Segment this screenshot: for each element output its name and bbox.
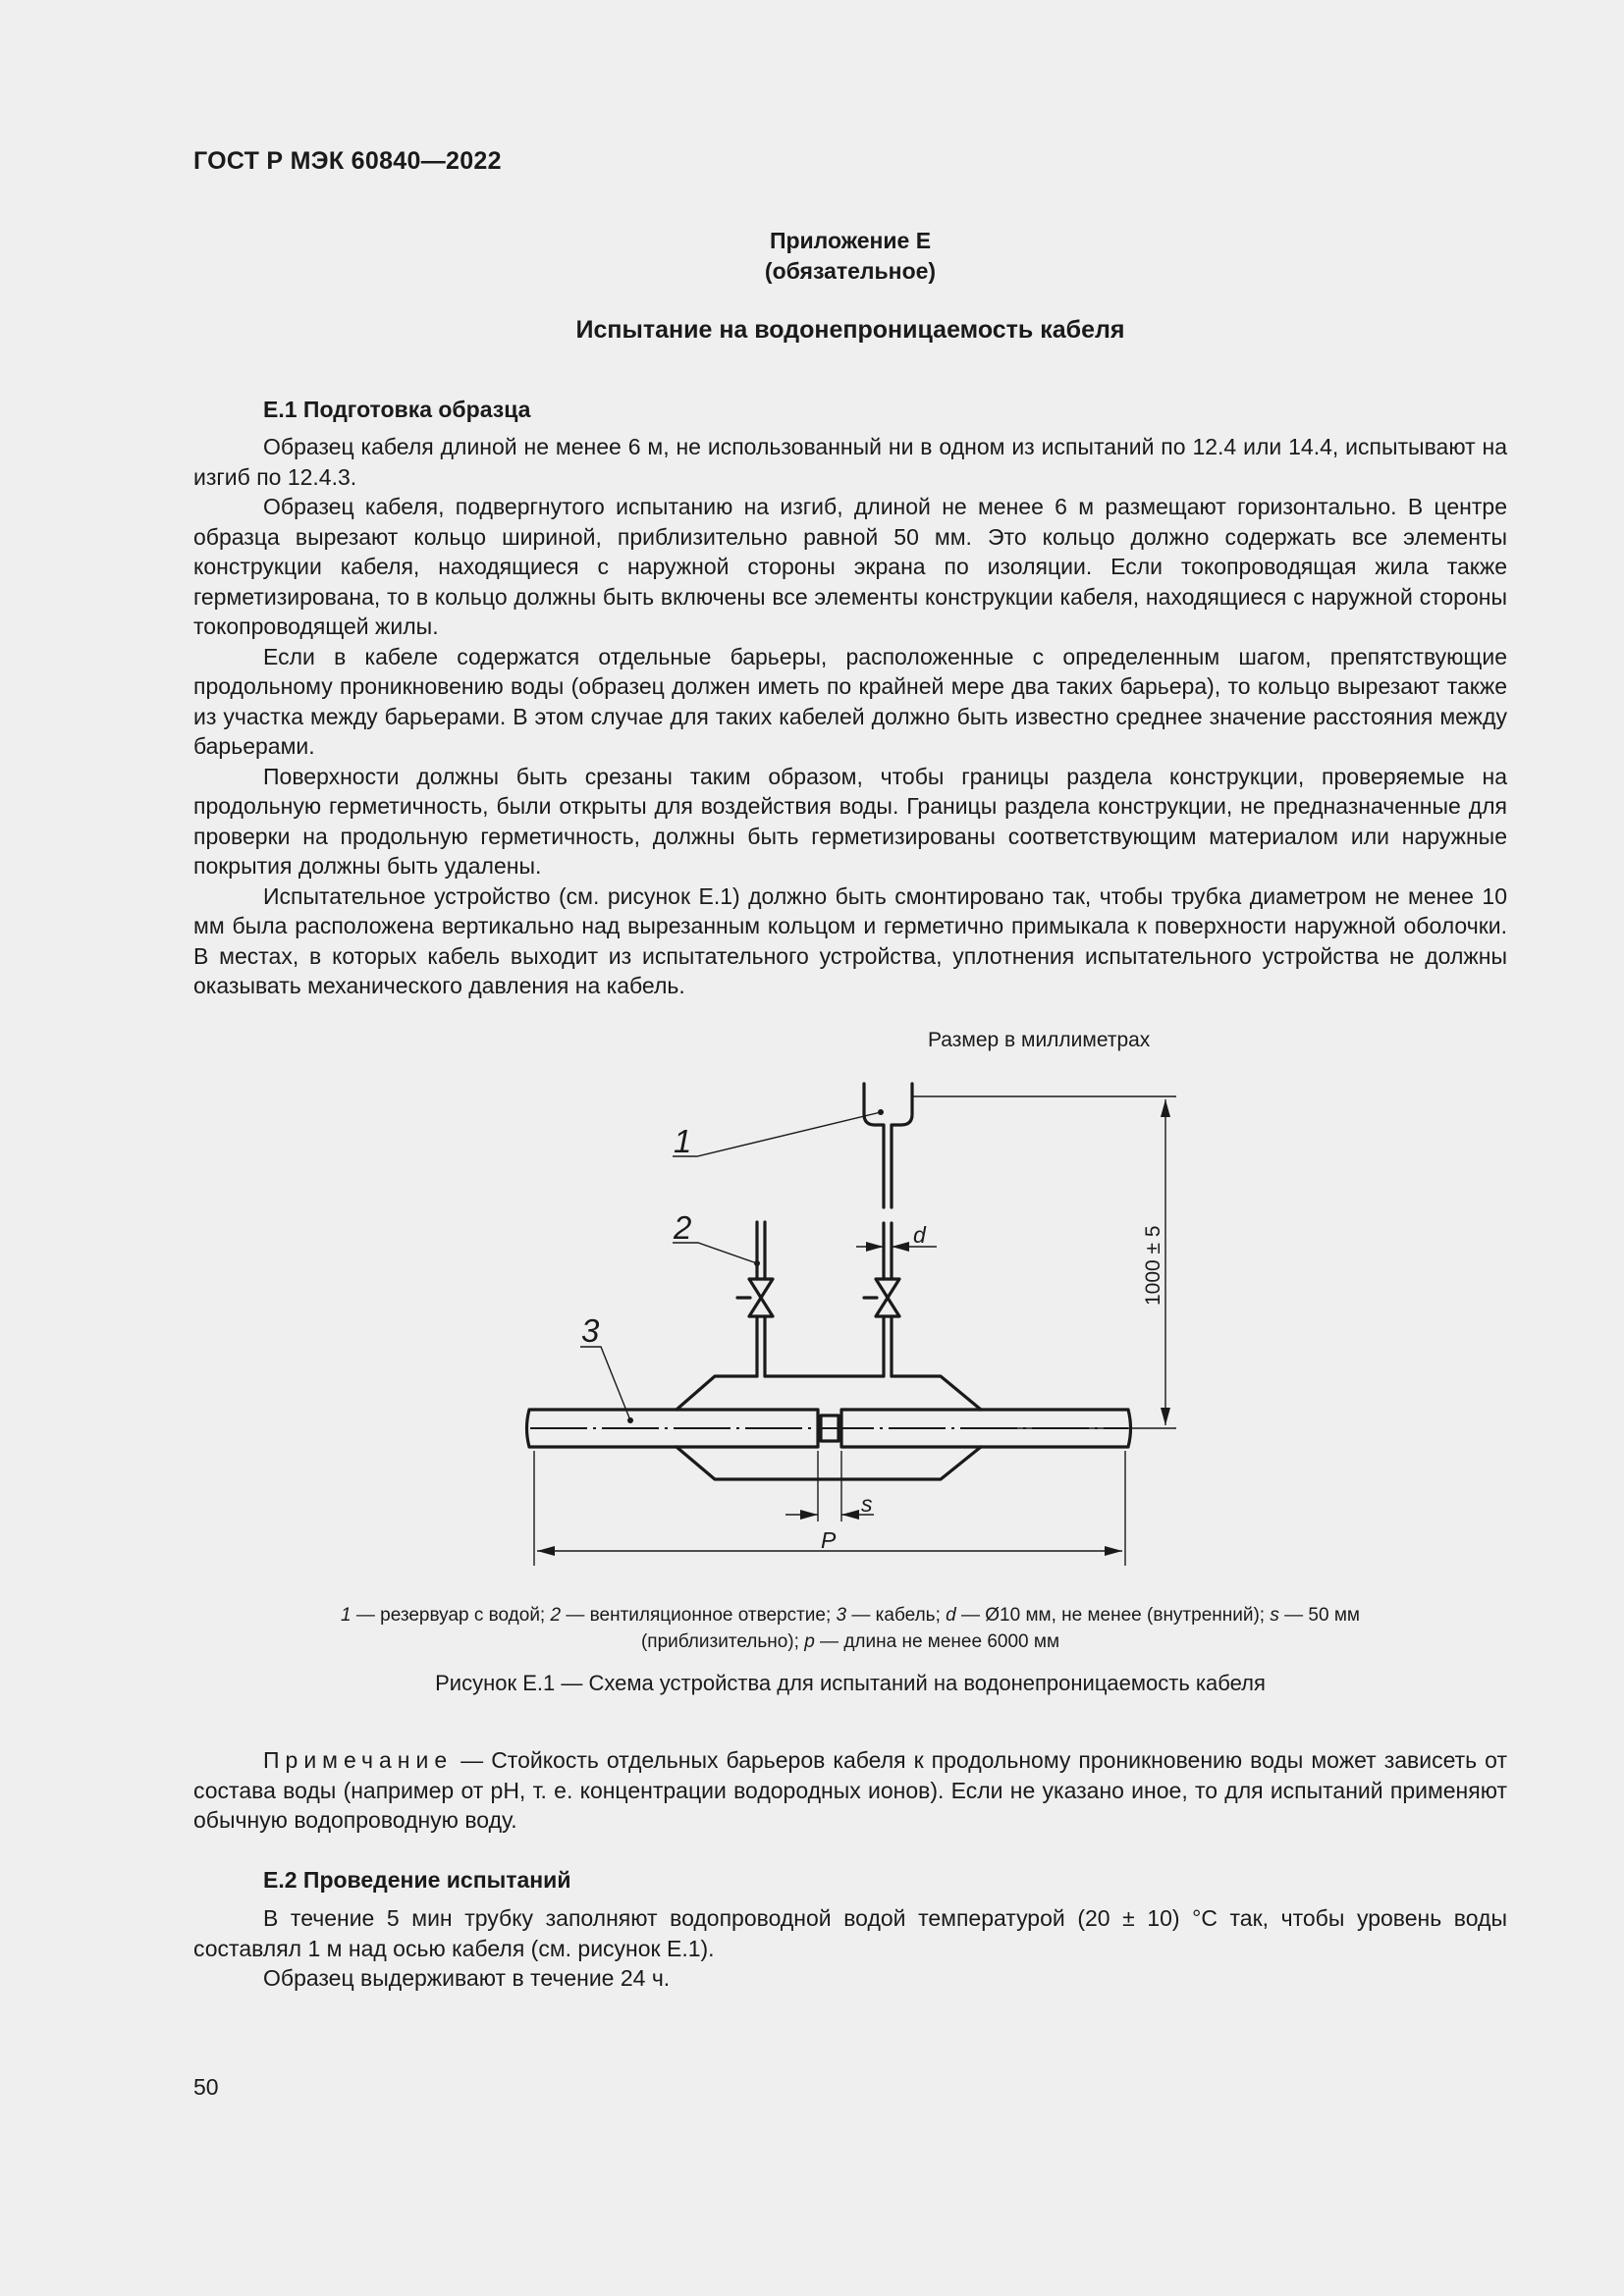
units-note: Размер в миллиметрах: [928, 1029, 1151, 1051]
page-number: 50: [193, 2074, 219, 2100]
legend-line: [193, 1602, 1507, 1629]
label-p: P: [821, 1527, 837, 1553]
legend-text: — резервуар с водой;: [351, 1605, 551, 1626]
paragraph: Образец выдерживают в течение 24 ч.: [263, 1965, 671, 1991]
vent-valve: [749, 1279, 773, 1316]
figure-caption: Рисунок Е.1 — Схема устройства для испытаний на водонепроницаемость кабеля: [435, 1671, 1266, 1695]
paragraph: Если в кабеле содержатся отдельные барьеры, расположенные с определенным шагом, препятствующие продольному проникновению воды (образец должен иметь по крайней мере два таких барьера), то кольцо вырезают также из участка между барьерами. В этом случае для таких кабелей должно быть известно среднее значение расстояния между барьерами.: [193, 643, 1507, 759]
document-header: ГОСТ Р МЭК 60840—2022: [193, 147, 502, 175]
label-reservoir: 1: [674, 1123, 692, 1159]
legend-key: 2: [550, 1605, 562, 1626]
paragraph: Образец кабеля, подвергнутого испытанию на изгиб, длиной не менее 6 м размещают горизонтально. В центре образца вырезают кольцо шириной, приблизительно равной 50 мм. Это кольцо должно содержать все элементы конструкции кабеля, находящиеся с наружной стороны экрана по изоляции. Если токопроводящая жила также герметизирована, то в кольцо должны быть включены все элементы конструкции кабеля, находящиеся с наружной стороны токопроводящей жилы.: [193, 494, 1507, 639]
legend-text: (приблизительно);: [640, 1631, 805, 1652]
paragraph: В течение 5 мин трубку заполняют водопроводной водой температурой (20 ± 10) °С так, чтобы уровень воды составлял 1 м над осью кабеля (см. рисунок Е.1).: [193, 1905, 1507, 1961]
legend-key: 1: [341, 1605, 352, 1626]
paragraph: Образец кабеля длиной не менее 6 м, не использованный ни в одном из испытаний по 12.4 или 14.4, испытывают на изгиб по 12.4.3.: [193, 434, 1507, 490]
water-reservoir: [864, 1084, 912, 1207]
label-s: s: [861, 1491, 873, 1517]
height-dimension-label: 1000 ± 5: [1142, 1225, 1164, 1306]
note-paragraph: [193, 1745, 1507, 1836]
label-d: d: [913, 1222, 926, 1248]
legend-text: — 50 мм: [1278, 1605, 1360, 1626]
standpipe: [884, 1223, 892, 1279]
section-e2-body: [193, 1903, 1507, 1994]
standpipe-valve: [876, 1279, 899, 1316]
note-text: — Стойкость отдельных барьеров кабеля к продольному проникновению воды может зависеть от состава воды (например от pH, т. е. концентрации водородных ионов). Если не указано иное, то для испытаний применяют обычную водопроводную воду.: [193, 1747, 1507, 1833]
test-chamber: [677, 1376, 981, 1410]
legend-key: d: [946, 1605, 956, 1626]
label-cable: 3: [581, 1312, 600, 1349]
label-vent: 2: [674, 1209, 692, 1246]
legend-line: [193, 1629, 1507, 1655]
legend-text: — вентиляционное отверстие;: [561, 1605, 837, 1626]
section-heading-e2: Е.2 Проведение испытаний: [263, 1867, 571, 1893]
annex-status: (обязательное): [764, 258, 937, 284]
legend-key: p: [804, 1631, 815, 1652]
paragraph: Поверхности должны быть срезаны таким образом, чтобы границы раздела конструкции, проверяемые на продольную герметичность, были открыты для воздействия воды. Границы раздела конструкции, не предназначенные для проверки на продольную герметичность, должны быть герметизированы соответствующим материалом или наружные покрытия должны быть удалены.: [193, 763, 1507, 879]
figure-legend: [193, 1602, 1507, 1655]
note-label: Примечание: [263, 1747, 454, 1773]
legend-text: — Ø10 мм, не менее (внутренний);: [955, 1605, 1271, 1626]
legend-key: s: [1270, 1605, 1279, 1626]
note-block: [193, 1745, 1507, 1836]
main-title: Испытание на водонепроницаемость кабеля: [575, 316, 1125, 344]
legend-key: 3: [836, 1605, 847, 1626]
legend-text: — кабель;: [846, 1605, 947, 1626]
legend-text: — длина не менее 6000 мм: [814, 1631, 1060, 1652]
section-heading-e1: Е.1 Подготовка образца: [263, 397, 531, 422]
vent-pipe: [757, 1316, 765, 1376]
annex-title: Приложение Е: [769, 228, 932, 253]
paragraph: Испытательное устройство (см. рисунок Е.1) должно быть смонтировано так, чтобы трубка диаметром не менее 10 мм была расположена вертикально над вырезанным кольцом и герметично примыкала к поверхности наружной оболочки. В местах, в которых кабель выходит из испытательного устройства, уплотнения испытательного устройства не должны оказывать механического давления на кабель.: [193, 882, 1507, 998]
